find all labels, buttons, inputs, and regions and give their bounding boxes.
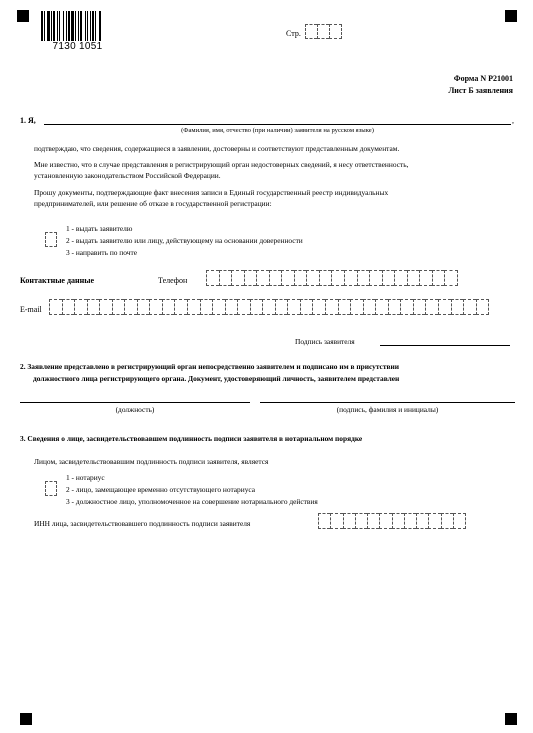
- input-cell[interactable]: [441, 513, 453, 529]
- input-cell[interactable]: [375, 299, 388, 315]
- position-line[interactable]: [20, 402, 250, 403]
- input-cell[interactable]: [357, 270, 370, 286]
- input-cell[interactable]: [350, 299, 363, 315]
- input-cell[interactable]: [432, 270, 445, 286]
- input-cell[interactable]: [300, 299, 313, 315]
- delivery-option-3: 3 - направить по почте: [66, 248, 137, 257]
- input-cell[interactable]: [62, 299, 75, 315]
- input-cell[interactable]: [137, 299, 150, 315]
- input-cell[interactable]: [388, 299, 401, 315]
- input-cell[interactable]: [294, 270, 307, 286]
- input-cell[interactable]: [206, 270, 219, 286]
- delivery-method-box[interactable]: [45, 232, 57, 247]
- corner-marker-top-left: [17, 10, 29, 22]
- input-cell[interactable]: [219, 270, 232, 286]
- input-cell[interactable]: [74, 299, 87, 315]
- input-cell[interactable]: [355, 513, 367, 529]
- input-cell[interactable]: [187, 299, 200, 315]
- input-cell[interactable]: [369, 270, 382, 286]
- phone-label: Телефон: [158, 276, 188, 285]
- input-cell[interactable]: [275, 299, 288, 315]
- inn-cells[interactable]: [318, 513, 466, 529]
- input-cell[interactable]: [287, 299, 300, 315]
- input-cell[interactable]: [419, 270, 432, 286]
- official-signature-line[interactable]: [260, 402, 515, 403]
- notary-option-1: 1 - нотариус: [66, 473, 105, 482]
- input-cell[interactable]: [382, 270, 395, 286]
- input-cell[interactable]: [99, 299, 112, 315]
- responsibility-text-l1: Мне известно, что в случае представления в регистрирующий орган недостоверных сведений, я несу ответственность,: [34, 160, 409, 169]
- input-cell[interactable]: [124, 299, 137, 315]
- input-cell[interactable]: [49, 299, 62, 315]
- page-number-cells[interactable]: [305, 24, 342, 39]
- input-cell[interactable]: [262, 299, 275, 315]
- signature-line[interactable]: [380, 345, 510, 346]
- input-cell[interactable]: [212, 299, 225, 315]
- input-cell[interactable]: [225, 299, 238, 315]
- input-cell[interactable]: [438, 299, 451, 315]
- email-cells[interactable]: [49, 299, 489, 315]
- input-cell[interactable]: [174, 299, 187, 315]
- confirmation-text: подтверждаю, что сведения, содержащиеся в заявлении, достоверны и соответствуют представленным документам.: [34, 144, 400, 153]
- input-cell[interactable]: [463, 299, 476, 315]
- input-cell[interactable]: [231, 270, 244, 286]
- phone-cells[interactable]: [206, 270, 458, 286]
- inn-label: ИНН лица, засвидетельствовавшего подлинность подписи заявителя: [34, 519, 251, 528]
- barcode-number: 7130 1051: [52, 41, 103, 52]
- fio-comma: ,: [512, 116, 514, 125]
- barcode-bar: [101, 11, 102, 41]
- barcode: [41, 11, 114, 41]
- input-cell[interactable]: [200, 299, 213, 315]
- section1-number: 1. Я,: [20, 116, 36, 125]
- input-cell[interactable]: [325, 299, 338, 315]
- contacts-label: Контактные данные: [20, 276, 95, 285]
- input-cell[interactable]: [416, 513, 428, 529]
- input-cell[interactable]: [312, 299, 325, 315]
- input-cell[interactable]: [367, 513, 379, 529]
- input-cell[interactable]: [237, 299, 250, 315]
- official-signature-hint: (подпись, фамилия и инициалы): [336, 405, 439, 414]
- input-cell[interactable]: [444, 270, 458, 286]
- form-name: Форма N Р21001: [453, 74, 513, 83]
- delivery-option-2: 2 - выдать заявителю или лицу, действующему на основании доверенности: [66, 236, 303, 245]
- section2-text-l1: 2. Заявление представлено в регистрирующий орган непосредственно заявителем и подписано им в присутствии: [20, 362, 399, 371]
- input-cell[interactable]: [318, 513, 330, 529]
- fio-hint: (Фамилия, имя, отчество (при наличии) заявителя на русском языке): [181, 127, 374, 134]
- responsibility-text-l2: установленную законодательством Российской Федерации.: [34, 171, 221, 180]
- fio-input-line[interactable]: [44, 124, 511, 125]
- request-text-l2: предпринимателей, или решение об отказе в государственной регистрации:: [34, 199, 272, 208]
- input-cell[interactable]: [256, 270, 269, 286]
- input-cell[interactable]: [394, 270, 407, 286]
- input-cell[interactable]: [392, 513, 404, 529]
- notary-type-box[interactable]: [45, 481, 57, 496]
- input-cell[interactable]: [250, 299, 263, 315]
- input-cell[interactable]: [413, 299, 426, 315]
- corner-marker-bottom-right: [505, 713, 517, 725]
- section2-text-l2: должностного лица регистрирующего органа. Документ, удостоверяющий личность, заявителем представлен: [33, 374, 400, 383]
- input-cell[interactable]: [404, 513, 416, 529]
- signature-label: Подпись заявителя: [295, 337, 355, 346]
- corner-marker-bottom-left: [20, 713, 32, 725]
- input-cell[interactable]: [87, 299, 100, 315]
- input-cell[interactable]: [379, 513, 391, 529]
- section3-title: 3. Сведения о лице, засвидетельствовавшем подлинность подписи заявителя в нотариальном порядке: [20, 434, 363, 443]
- page-label: Стр.: [286, 29, 301, 38]
- input-cell[interactable]: [149, 299, 162, 315]
- input-cell[interactable]: [162, 299, 175, 315]
- input-cell[interactable]: [343, 513, 355, 529]
- input-cell[interactable]: [400, 299, 413, 315]
- input-cell[interactable]: [330, 513, 342, 529]
- input-cell[interactable]: [281, 270, 294, 286]
- input-cell[interactable]: [331, 270, 344, 286]
- form-sheet: Лист Б заявления: [448, 86, 513, 95]
- input-cell[interactable]: [244, 270, 257, 286]
- input-cell[interactable]: [112, 299, 125, 315]
- input-cell[interactable]: [451, 299, 464, 315]
- input-cell[interactable]: [476, 299, 490, 315]
- input-cell[interactable]: [319, 270, 332, 286]
- input-cell[interactable]: [338, 299, 351, 315]
- input-cell[interactable]: [453, 513, 466, 529]
- corner-marker-top-right: [505, 10, 517, 22]
- input-cell[interactable]: [363, 299, 376, 315]
- section3-intro: Лицом, засвидетельствовавшим подлинность подписи заявителя, является: [34, 457, 269, 466]
- email-label: E-mail: [20, 305, 42, 314]
- position-hint: (должность): [115, 405, 155, 414]
- input-cell[interactable]: [269, 270, 282, 286]
- input-cell[interactable]: [425, 299, 438, 315]
- notary-option-3: 3 - должностное лицо, уполномоченное на совершение нотариального действия: [66, 497, 318, 506]
- notary-option-2: 2 - лицо, замещающее временно отсутствующего нотариуса: [66, 485, 256, 494]
- input-cell[interactable]: [407, 270, 420, 286]
- delivery-option-1: 1 - выдать заявителю: [66, 224, 133, 233]
- input-cell[interactable]: [306, 270, 319, 286]
- input-cell[interactable]: [428, 513, 440, 529]
- request-text-l1: Прошу документы, подтверждающие факт внесения записи в Единый государственный реестр индивидуальных: [34, 188, 389, 197]
- input-cell[interactable]: [344, 270, 357, 286]
